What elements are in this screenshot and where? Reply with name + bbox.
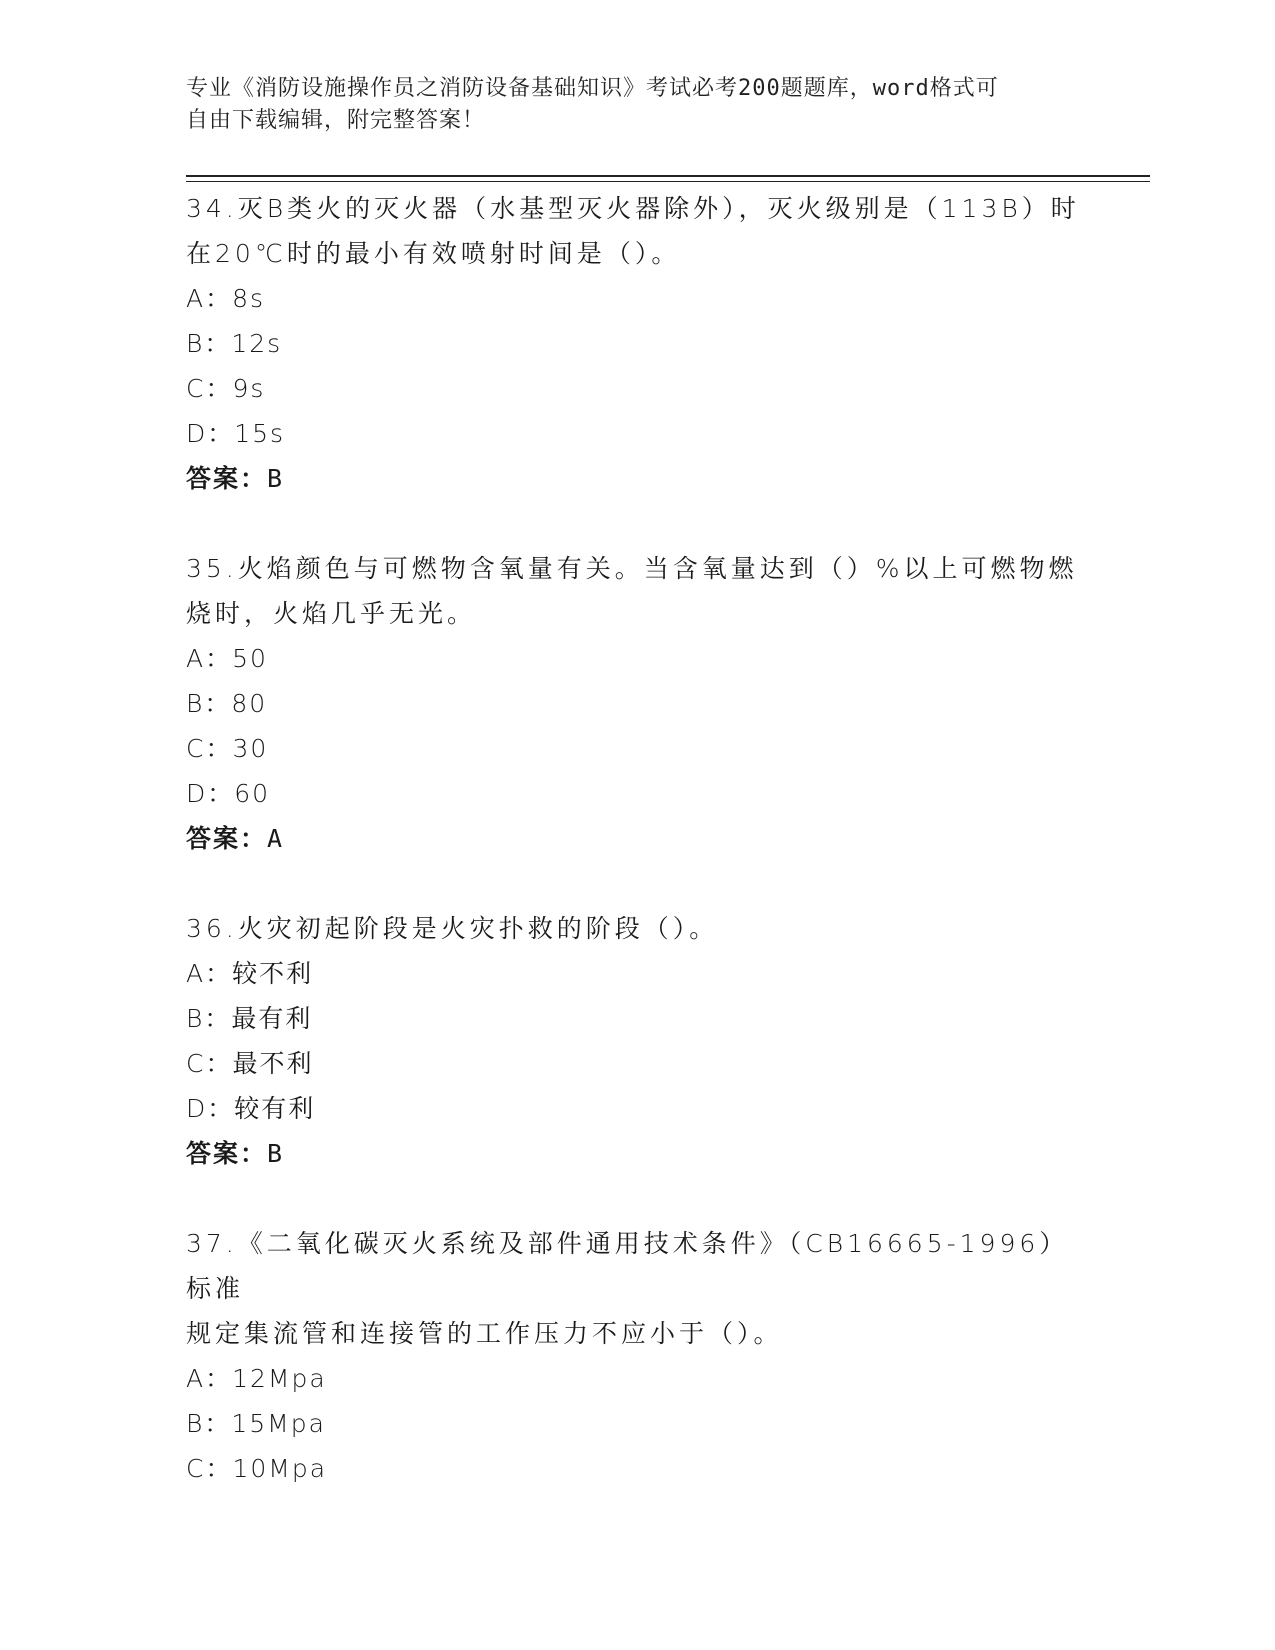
option-a: A：较不利 [186, 959, 314, 988]
question-text-line-1: 37.《二氧化碳灭火系统及部件通用技术条件》（CB16665-1996）标准 [186, 1229, 1069, 1303]
answer-label: 答案： [186, 1139, 268, 1168]
header-line-1: 专业《消防设施操作员之消防设备基础知识》考试必考200题题库，word格式可 [186, 76, 999, 101]
question-text-line-2: 在20℃时的最小有效喷射时间是（）。 [186, 239, 681, 268]
answer-line [186, 816, 1086, 861]
question-36 [186, 906, 1086, 1176]
option-b: B：15Mpa [186, 1409, 326, 1438]
question-text-line-1: 36.火灾初起阶段是火灾扑救的阶段（）。 [186, 914, 719, 943]
question-34 [186, 186, 1086, 501]
option-a: A：50 [186, 644, 268, 673]
answer-value: A [267, 824, 285, 853]
option-c: C：最不利 [186, 1049, 314, 1078]
option-d: D：较有利 [186, 1094, 316, 1123]
question-text-line-1: 34.灭B类火的灭火器（水基型灭火器除外），灭火级别是（113B）时 [186, 194, 1080, 223]
header-divider-thick [186, 175, 1150, 177]
answer-line [186, 1131, 1086, 1176]
option-c: C：30 [186, 734, 269, 763]
option-a: A：8s [186, 284, 266, 313]
option-b: B：最有利 [186, 1004, 313, 1033]
option-d: D：60 [186, 779, 271, 808]
header-line-2: 自由下载编辑，附完整答案！ [186, 108, 486, 133]
option-d: D：15s [186, 419, 286, 448]
option-b: B：12s [186, 329, 283, 358]
question-text-line-1: 35.火焰颜色与可燃物含氧量有关。当含氧量达到（）%以上可燃物燃 [186, 554, 1078, 583]
option-c: C：10Mpa [186, 1454, 328, 1483]
answer-label: 答案： [186, 824, 268, 853]
document-header [186, 73, 1066, 137]
question-text-line-2: 烧时，火焰几乎无光。 [186, 599, 477, 628]
option-a: A：12Mpa [186, 1364, 327, 1393]
answer-value: B [267, 1139, 285, 1168]
header-divider-thin [186, 181, 1150, 182]
option-c: C：9s [186, 374, 266, 403]
answer-line [186, 456, 1086, 501]
question-37 [186, 1221, 1086, 1491]
option-b: B：80 [186, 689, 268, 718]
answer-value: B [267, 464, 285, 493]
question-text-line-2: 规定集流管和连接管的工作压力不应小于（）。 [186, 1319, 783, 1348]
question-35 [186, 546, 1086, 861]
answer-label: 答案： [186, 464, 268, 493]
